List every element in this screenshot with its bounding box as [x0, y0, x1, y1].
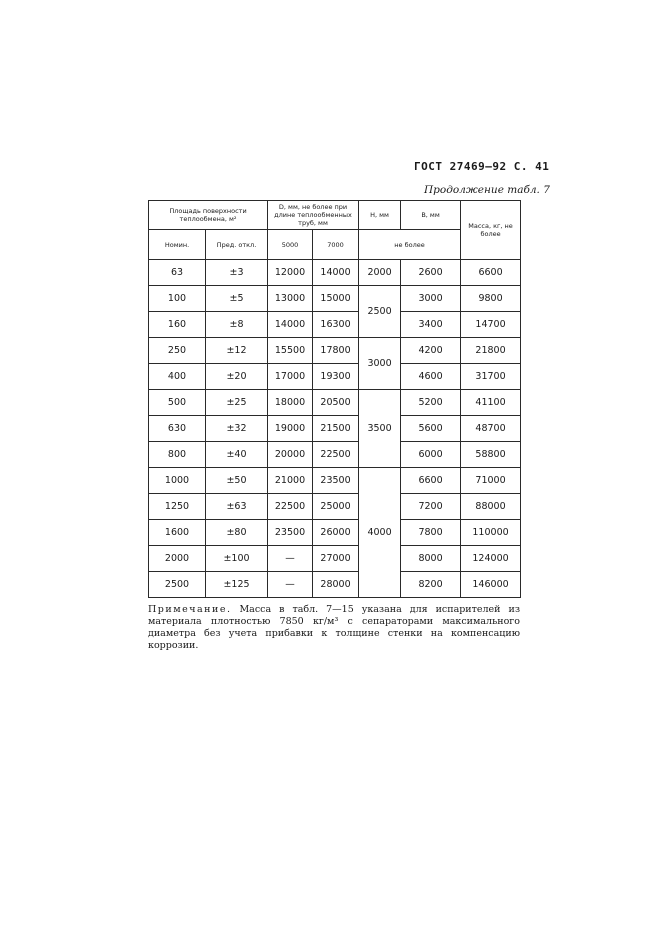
- d5000-cell: 21000: [268, 468, 313, 494]
- d7000-cell: 19300: [313, 364, 359, 390]
- table-row: [149, 546, 521, 572]
- width-cell: 8200: [401, 572, 461, 598]
- d5000-cell: —: [268, 572, 313, 598]
- tolerance-cell: ±32: [206, 416, 268, 442]
- table-row: [149, 520, 521, 546]
- mass-cell: 6600: [461, 260, 521, 286]
- nominal-cell: 630: [149, 416, 206, 442]
- tolerance-cell: ±12: [206, 338, 268, 364]
- standard-header: ГОСТ 27469—92 С. 41: [414, 160, 550, 173]
- width-cell: 4200: [401, 338, 461, 364]
- height-header: H, мм: [359, 201, 401, 230]
- mass-cell: 88000: [461, 494, 521, 520]
- width-cell: 6000: [401, 442, 461, 468]
- nominal-cell: 160: [149, 312, 206, 338]
- d7000-cell: 28000: [313, 572, 359, 598]
- not-more-header: не более: [359, 230, 461, 260]
- mass-cell: 124000: [461, 546, 521, 572]
- width-cell: 5200: [401, 390, 461, 416]
- table-row: [149, 572, 521, 598]
- tolerance-cell: ±40: [206, 442, 268, 468]
- d5000-cell: 22500: [268, 494, 313, 520]
- d7000-cell: 17800: [313, 338, 359, 364]
- diameter-header: D, мм, не более при длине теплообменных труб, мм: [268, 201, 359, 230]
- specification-table: [148, 200, 521, 598]
- table-row: [149, 468, 521, 494]
- width-cell: 5600: [401, 416, 461, 442]
- mass-cell: 48700: [461, 416, 521, 442]
- d7000-cell: 14000: [313, 260, 359, 286]
- width-header: B, мм: [401, 201, 461, 230]
- nominal-cell: 1000: [149, 468, 206, 494]
- d5000-cell: 12000: [268, 260, 313, 286]
- d5000-cell: 23500: [268, 520, 313, 546]
- nominal-cell: 2000: [149, 546, 206, 572]
- d7000-cell: 26000: [313, 520, 359, 546]
- nominal-cell: 800: [149, 442, 206, 468]
- mass-cell: 146000: [461, 572, 521, 598]
- table-row: [149, 442, 521, 468]
- width-cell: 8000: [401, 546, 461, 572]
- tolerance-cell: ±8: [206, 312, 268, 338]
- mass-cell: 58800: [461, 442, 521, 468]
- d5000-cell: 18000: [268, 390, 313, 416]
- mass-cell: 41100: [461, 390, 521, 416]
- nominal-cell: 63: [149, 260, 206, 286]
- tolerance-cell: ±63: [206, 494, 268, 520]
- note-label: Примечание.: [148, 604, 232, 615]
- mass-cell: 14700: [461, 312, 521, 338]
- d5000-cell: 14000: [268, 312, 313, 338]
- nominal-cell: 1600: [149, 520, 206, 546]
- d5000-cell: 13000: [268, 286, 313, 312]
- tolerance-cell: ±20: [206, 364, 268, 390]
- tolerance-header: Пред. откл.: [206, 230, 268, 260]
- area-header: Площадь поверхности теплообмена, м²: [149, 201, 268, 230]
- table-row: [149, 416, 521, 442]
- nominal-cell: 400: [149, 364, 206, 390]
- table-row: [149, 286, 521, 312]
- table-continuation-label: Продолжение табл. 7: [424, 184, 550, 196]
- d7000-cell: 27000: [313, 546, 359, 572]
- width-cell: 3400: [401, 312, 461, 338]
- d7000-cell: 21500: [313, 416, 359, 442]
- mass-cell: 9800: [461, 286, 521, 312]
- width-cell: 3000: [401, 286, 461, 312]
- width-cell: 6600: [401, 468, 461, 494]
- nominal-cell: 500: [149, 390, 206, 416]
- width-cell: 2600: [401, 260, 461, 286]
- d7000-cell: 20500: [313, 390, 359, 416]
- nominal-cell: 2500: [149, 572, 206, 598]
- d5000-cell: —: [268, 546, 313, 572]
- tolerance-cell: ±25: [206, 390, 268, 416]
- tolerance-cell: ±100: [206, 546, 268, 572]
- table-row: [149, 390, 521, 416]
- note-text: Масса в табл. 7—15 указана для испарителей из материала плотностью 7850 кг/м³ с сепараторами максимального диаметра без учета прибавки к толщине стенки на компенсацию коррозии.: [148, 604, 520, 651]
- tolerance-cell: ±50: [206, 468, 268, 494]
- d7000-cell: 23500: [313, 468, 359, 494]
- d7000-cell: 22500: [313, 442, 359, 468]
- d5000-cell: 17000: [268, 364, 313, 390]
- mass-cell: 71000: [461, 468, 521, 494]
- mass-cell: 110000: [461, 520, 521, 546]
- table-row: [149, 364, 521, 390]
- tolerance-cell: ±80: [206, 520, 268, 546]
- d5000-cell: 19000: [268, 416, 313, 442]
- mass-cell: 21800: [461, 338, 521, 364]
- nominal-header: Номин.: [149, 230, 206, 260]
- d5000-cell: 15500: [268, 338, 313, 364]
- d7000-cell: 16300: [313, 312, 359, 338]
- height-cell: 3500: [359, 390, 401, 468]
- d5000-header: 5000: [268, 230, 313, 260]
- d7000-cell: 15000: [313, 286, 359, 312]
- d5000-cell: 20000: [268, 442, 313, 468]
- mass-cell: 31700: [461, 364, 521, 390]
- nominal-cell: 250: [149, 338, 206, 364]
- tolerance-cell: ±125: [206, 572, 268, 598]
- tolerance-cell: ±3: [206, 260, 268, 286]
- nominal-cell: 1250: [149, 494, 206, 520]
- height-cell: 3000: [359, 338, 401, 390]
- nominal-cell: 100: [149, 286, 206, 312]
- tolerance-cell: ±5: [206, 286, 268, 312]
- height-cell: 4000: [359, 468, 401, 598]
- height-cell: 2000: [359, 260, 401, 286]
- table-row: [149, 312, 521, 338]
- table-row: [149, 494, 521, 520]
- width-cell: 7200: [401, 494, 461, 520]
- width-cell: 4600: [401, 364, 461, 390]
- table-note: [148, 604, 520, 652]
- d7000-cell: 25000: [313, 494, 359, 520]
- table-row: [149, 260, 521, 286]
- table-row: [149, 338, 521, 364]
- d7000-header: 7000: [313, 230, 359, 260]
- mass-header: Масса, кг, не более: [461, 201, 521, 260]
- height-cell: 2500: [359, 286, 401, 338]
- width-cell: 7800: [401, 520, 461, 546]
